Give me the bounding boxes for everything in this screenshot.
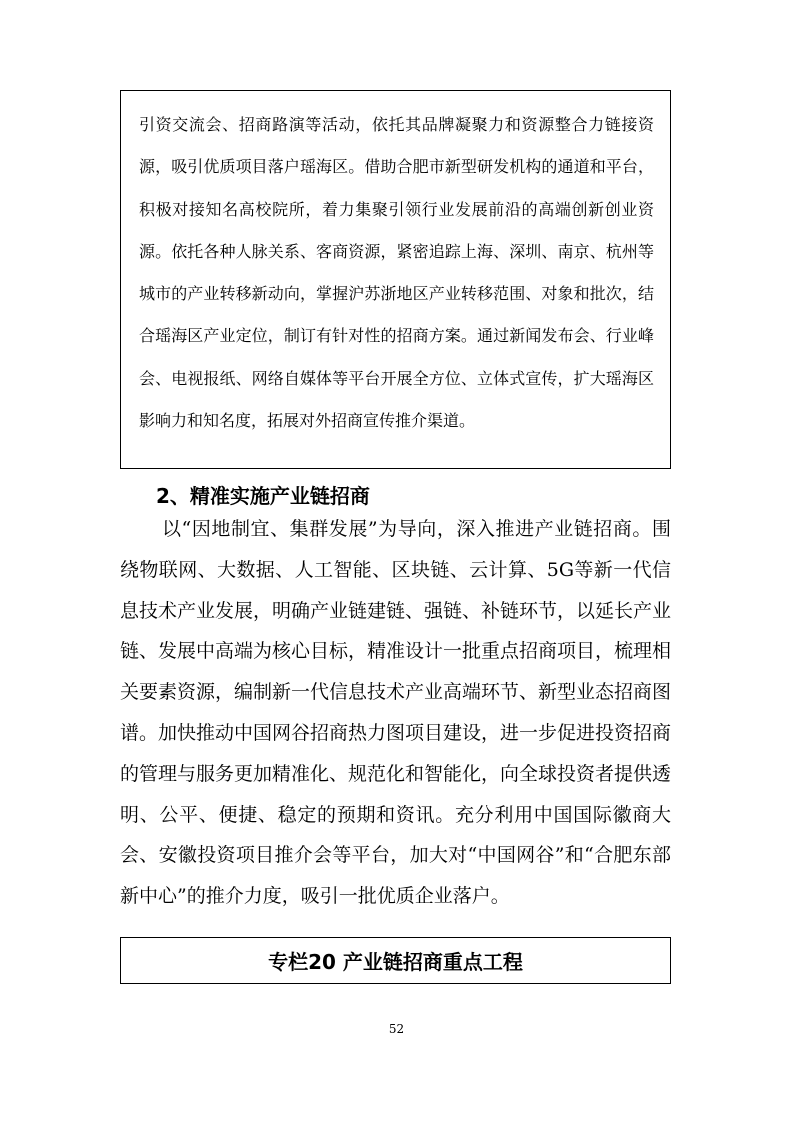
continued-column-box <box>120 90 671 469</box>
box-paragraph: 引资交流会、招商路演等活动，依托其品牌凝聚力和资源整合力链接资源，吸引优质项目落户瑶海区。借助合肥市新型研发机构的通道和平台，积极对接知名高校院所，着力集聚引领行业发展前沿的高端创新创业资源。依托各种人脉关系、客商资源，紧密追踪上海、深圳、南京、杭州等城市的产业转移新动向，掌握沪苏浙地区产业转移范围、对象和批次，结合瑶海区产业定位，制订有针对性的招商方案。通过新闻发布会、行业峰会、电视报纸、网络自媒体等平台开展全方位、立体式宣传，扩大瑶海区影响力和知名度，拓展对外招商宣传推介渠道。 <box>139 115 654 431</box>
section-paragraph: 以“因地制宜、集群发展”为导向，深入推进产业链招商。围绕物联网、大数据、人工智能、区块链、云计算、5G等新一代信息技术产业发展，明确产业链建链、强链、补链环节，以延长产业链、发展中高端为核心目标，精准设计一批重点招商项目，梳理相关要素资源，编制新一代信息技术产业高端环节、新型业态招商图谱。加快推动中国网谷招商热力图项目建设，进一步促进投资招商的管理与服务更加精准化、规范化和智能化，向全球投资者提供透明、公平、便捷、稳定的预期和资讯。充分利用中国国际徽商大会、安徽投资项目推介会等平台，加大对“中国网谷”和“合肥东部新中心”的推介力度，吸引一批优质企业落户。 <box>120 518 672 908</box>
column-box-title: 专栏20 产业链招商重点工程 <box>268 950 523 974</box>
column-box-title-frame <box>120 937 671 984</box>
page-number: 52 <box>388 1022 405 1036</box>
section-heading: 2、精准实施产业链招商 <box>156 484 370 508</box>
